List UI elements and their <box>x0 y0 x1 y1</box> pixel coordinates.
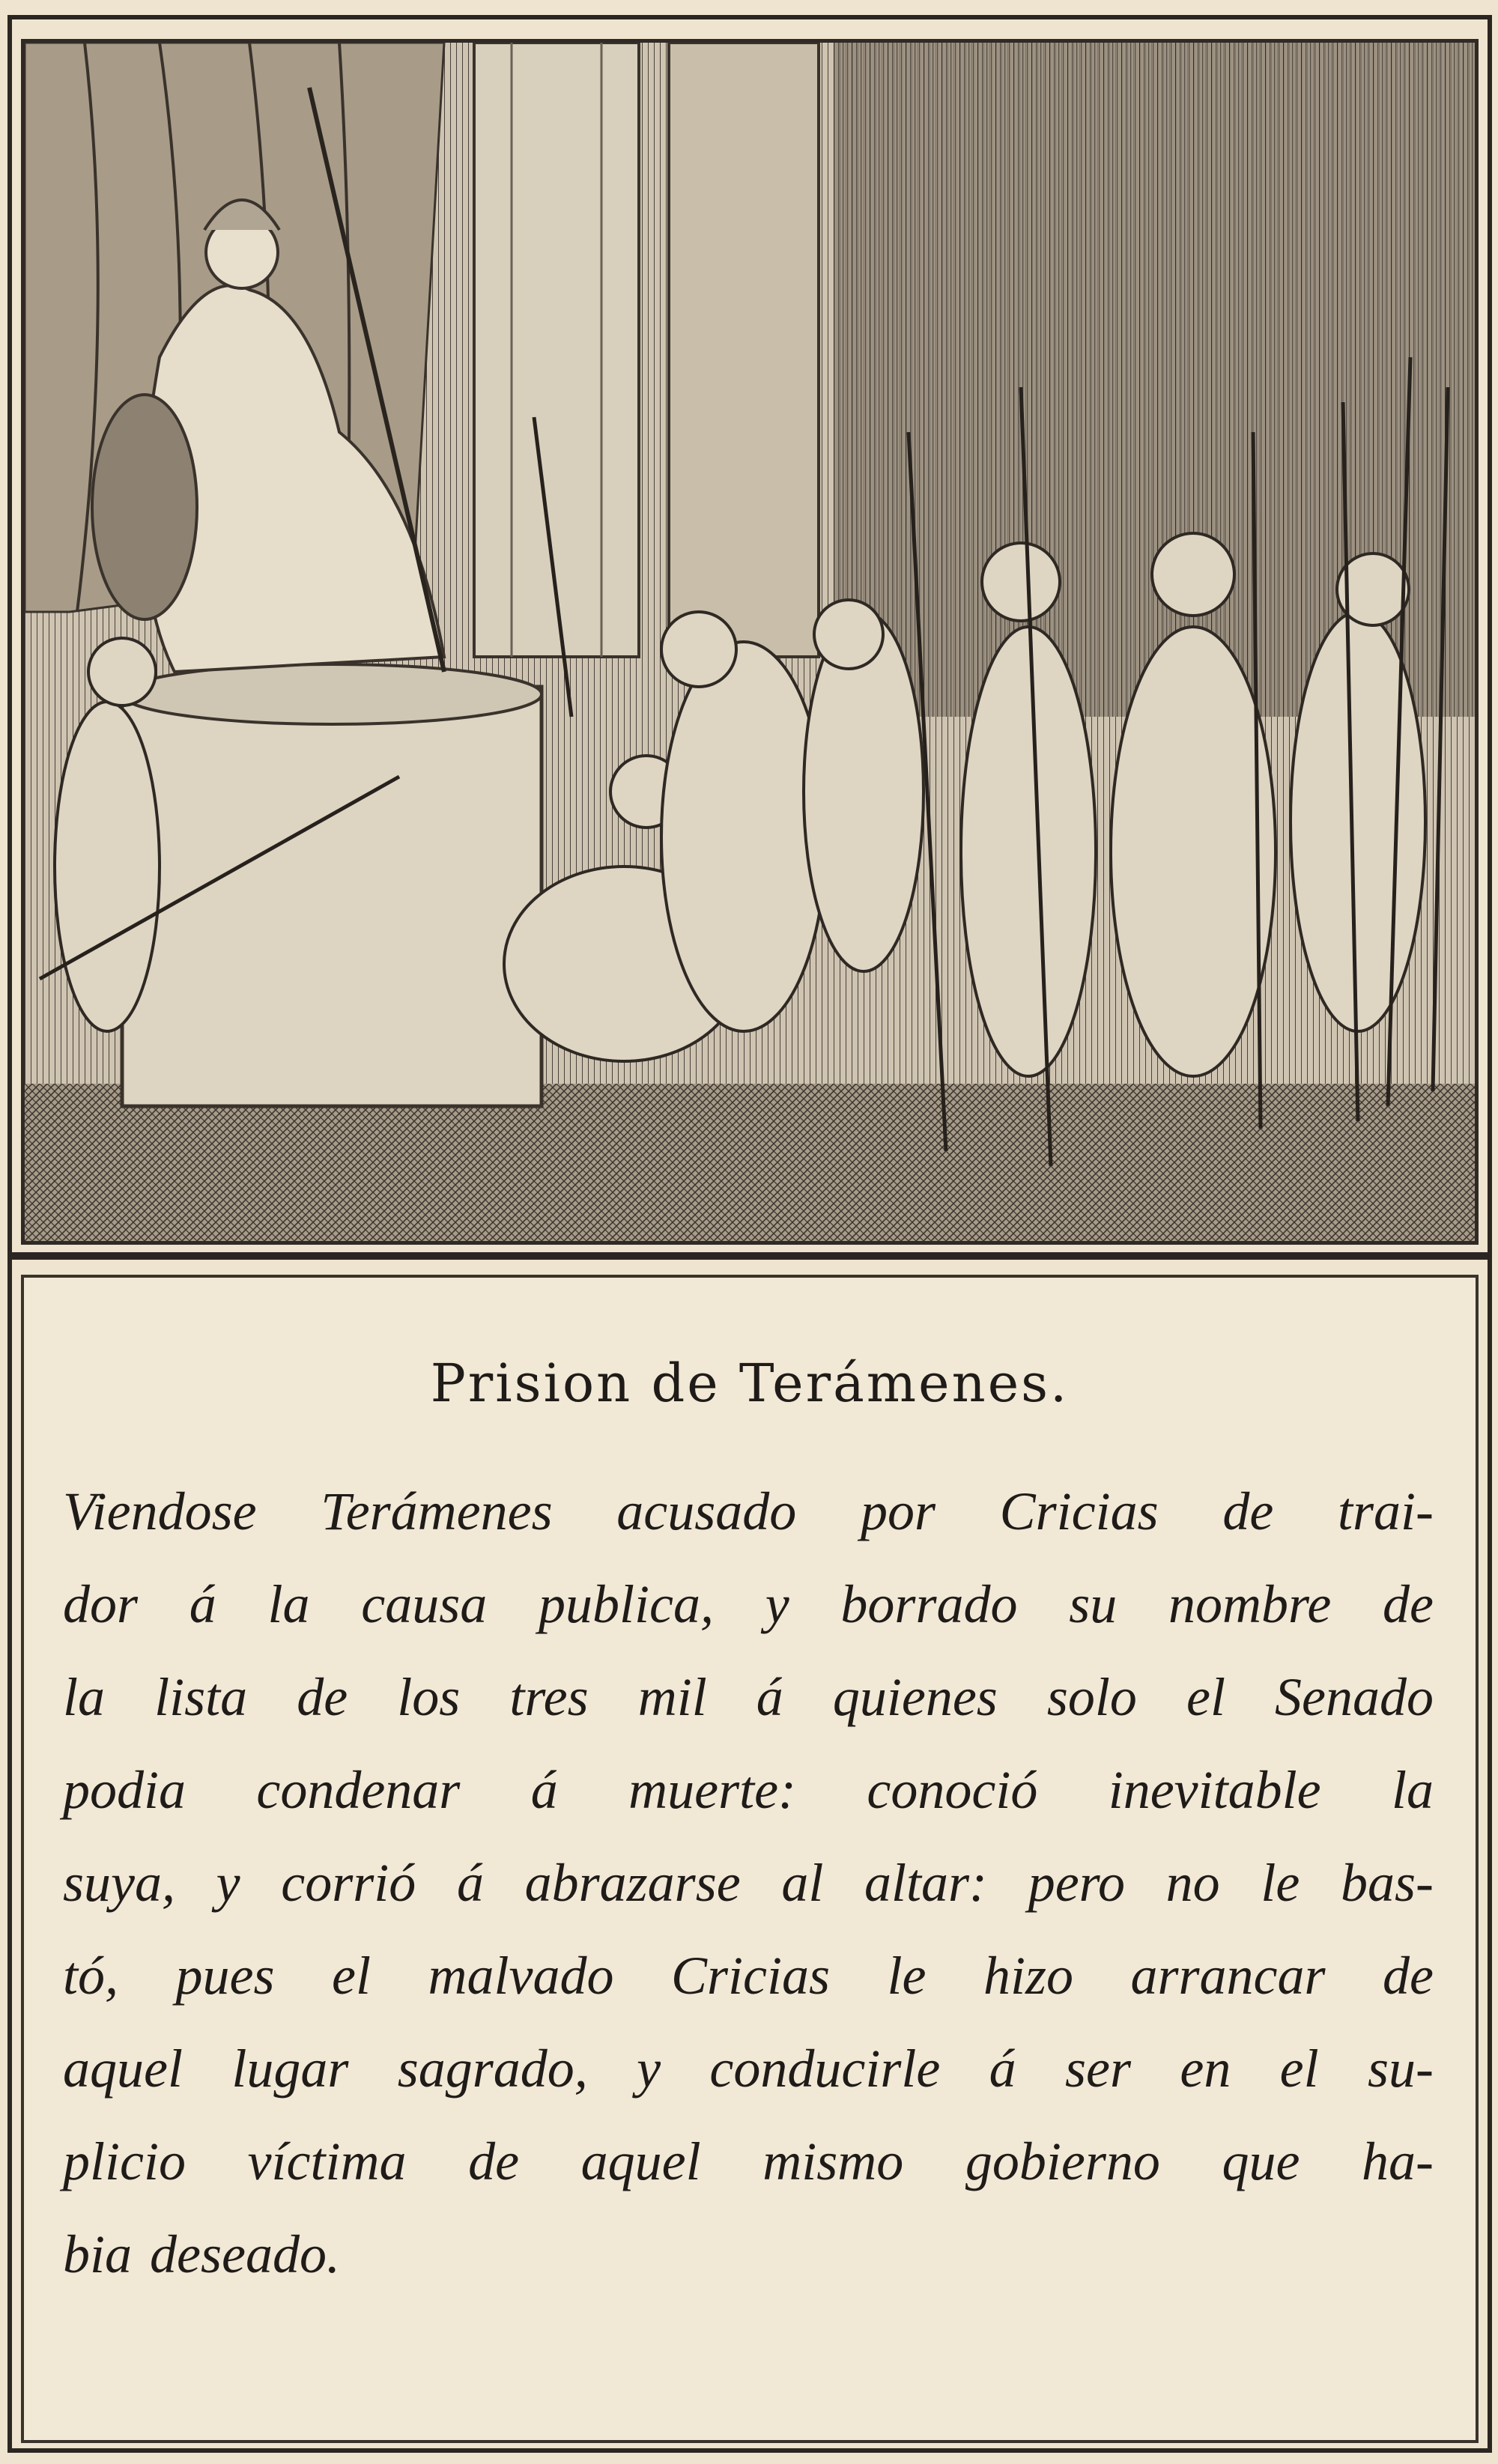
caption-title: Prision de Terámenes. <box>430 1353 1070 1414</box>
caption-line: Viendose Terámenes acusado por Cricias de trai- <box>63 1481 1434 1541</box>
caption-line: aquel lugar sagrado, y conducirle á ser en el su- <box>63 2039 1434 2099</box>
caption-body <box>63 1465 1434 2301</box>
caption-line: podia condenar á muerte: conoció inevitable la <box>63 1760 1434 1820</box>
caption-line: suya, y corrió á abrazarse al altar: pero no le bas- <box>63 1853 1434 1913</box>
caption-line: la lista de los tres mil á quienes solo el Senado <box>63 1667 1434 1727</box>
plate-divider-rule <box>7 1252 1492 1260</box>
engraving-illustration <box>21 39 1479 1245</box>
caption-line: bia deseado. <box>63 2224 340 2284</box>
caption-line: dor á la causa publica, y borrado su nombre de <box>63 1574 1434 1634</box>
caption-line: plicio víctima de aquel mismo gobierno que ha- <box>63 2131 1434 2191</box>
caption-panel <box>21 1275 1479 2443</box>
caption-line: tó, pues el malvado Cricias le hizo arrancar de <box>63 1946 1434 2006</box>
engraving-scene-svg <box>25 43 1475 1241</box>
